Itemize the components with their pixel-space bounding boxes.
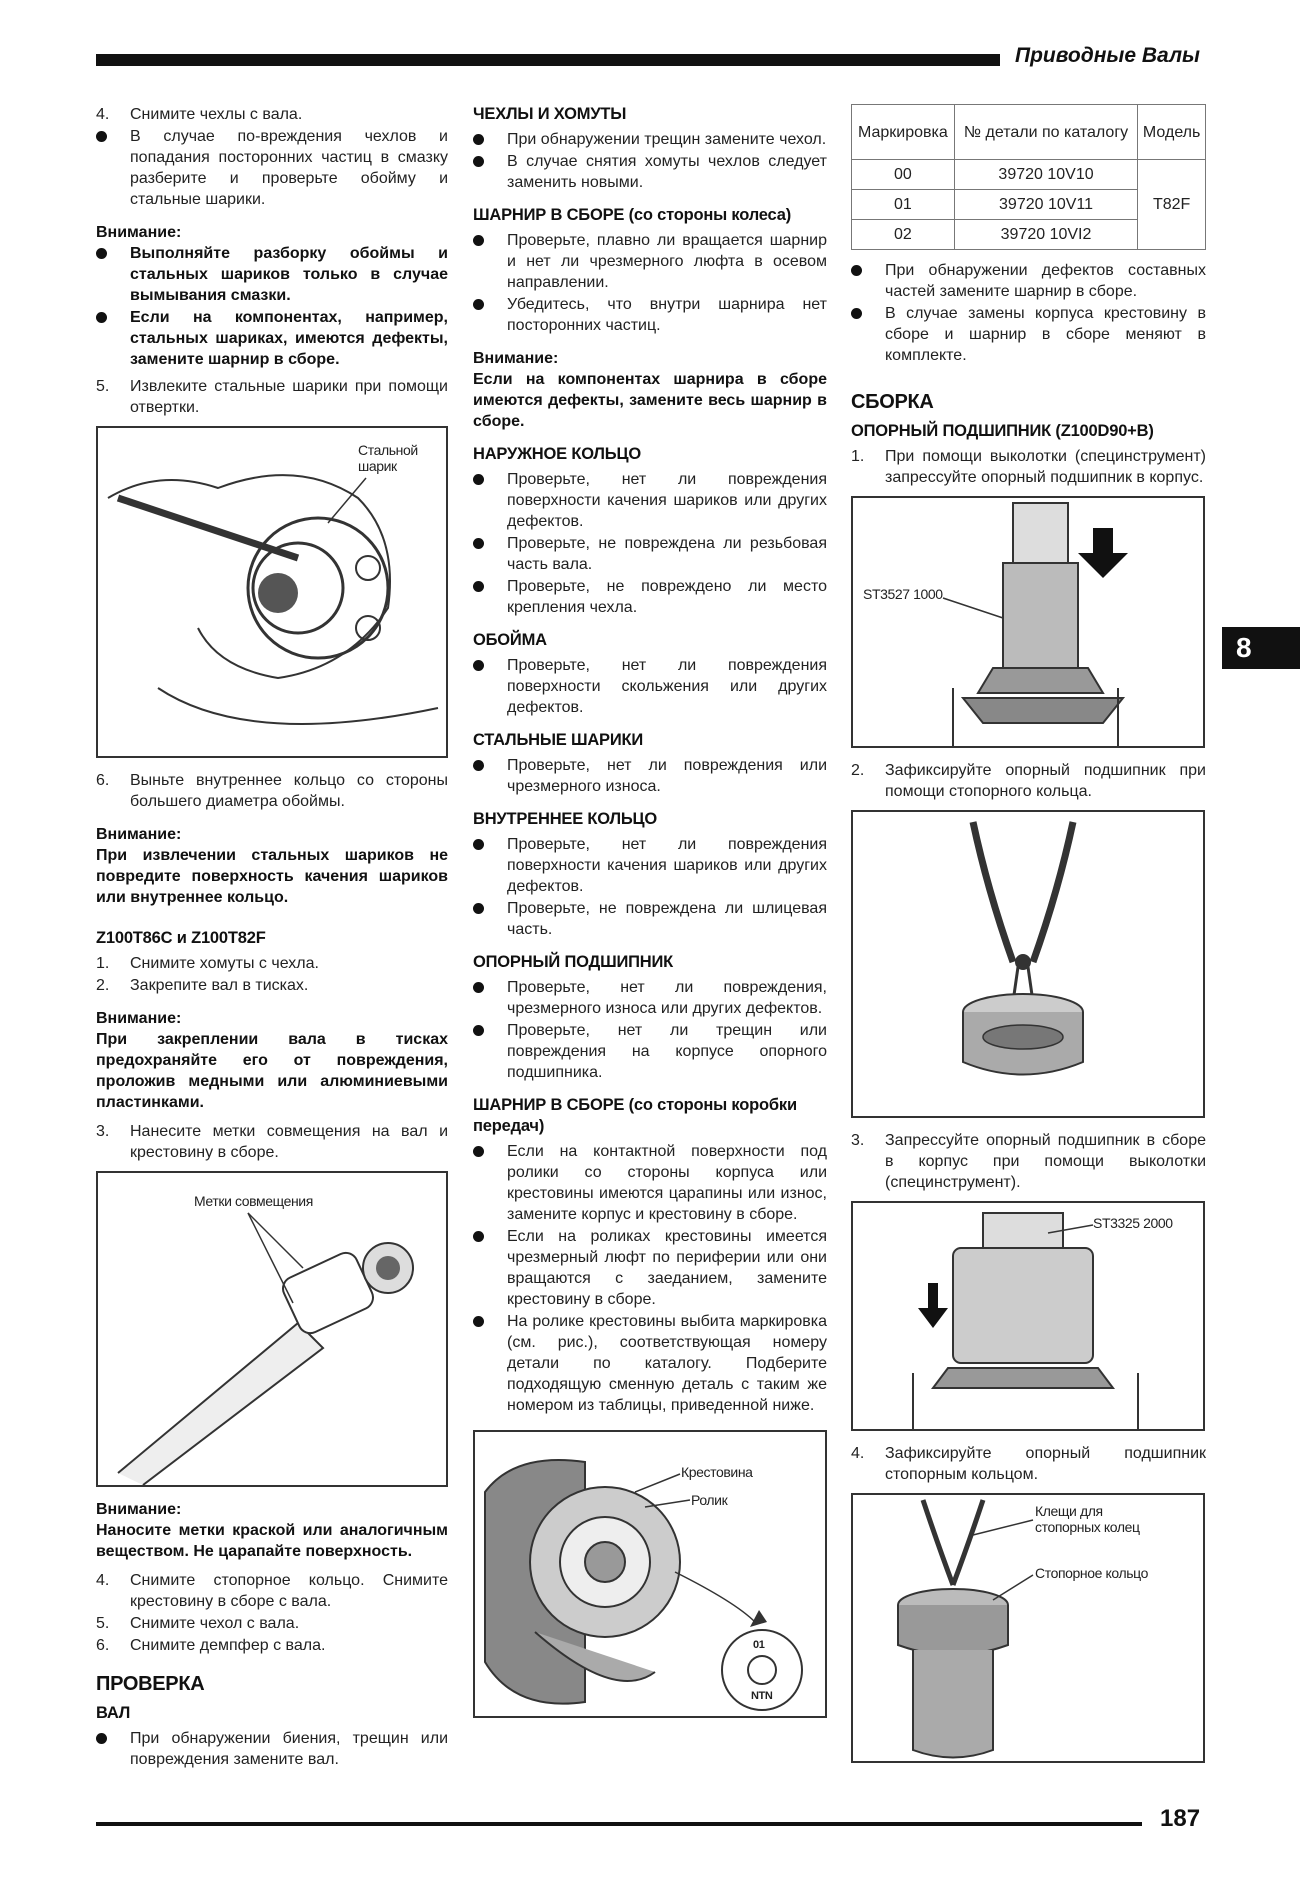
figure-label: Клещи для стопорных колец	[1035, 1503, 1140, 1535]
illustration-press-tool	[853, 498, 1203, 746]
step-item: 4. Зафиксируйте опорный подшипник стопорным кольцом.	[851, 1445, 1206, 1483]
table-cell: 02	[852, 220, 955, 250]
warning-text: При извлечении стальных шариков не повредите поверхность качения шариков или внутреннее кольцо.	[96, 847, 448, 906]
section-title: Приводные Валы	[1015, 44, 1200, 67]
roller-marking: 01	[753, 1639, 765, 1651]
page-number: 187	[1160, 1805, 1201, 1832]
bullet-item: На ролике крестовины выбита маркировка (см. рис.), соответствующая номеру детали по каталогу. Подберите подходящую сменную деталь с таким же номером из таблицы, приведенной ниже.	[473, 1311, 827, 1416]
bullet-item: Проверьте, нет ли повреждения, чрезмерного износа или других дефектов.	[473, 977, 827, 1019]
header-rule	[96, 54, 1000, 66]
illustration-press-tool-2	[853, 1203, 1203, 1429]
bullet-item: Проверьте, нет ли повреждения поверхности качения шариков или других дефектов.	[473, 834, 827, 897]
figure-label: Ролик	[691, 1492, 728, 1508]
table-row	[852, 160, 1206, 190]
warning-text: Если на компонентах шарнира в сборе имеются дефекты, замените весь шарнир в сборе.	[473, 371, 827, 430]
step-item: 4. Снимите стопорное кольцо. Снимите крестовину в сборе с вала.	[96, 1572, 448, 1610]
figure-label: Стопорное кольцо	[1035, 1565, 1148, 1581]
bullet-item: При обнаружении биения, трещин или повреждения замените вал.	[96, 1728, 448, 1770]
figure-press-bearing-assembly	[851, 1201, 1205, 1431]
step-item: 5. Извлеките стальные шарики при помощи отвертки.	[96, 378, 448, 416]
bullet-item: В случае по-вреждения чехлов и попадания посторонних частиц в смазку разберите и проверьте обойму и стальные шарики.	[96, 126, 448, 210]
joint-transmission-heading: ШАРНИР В СБОРЕ (со стороны коробки передач)	[473, 1096, 797, 1135]
warning-bullet: Если на компонентах, например, стальных шариках, имеются дефекты, замените шарнир в сборе.	[96, 307, 448, 370]
bullet-item: Проверьте, нет ли повреждения или чрезмерного износа.	[473, 755, 827, 797]
bullet-item: Проверьте, нет ли трещин или повреждения на корпусе опорного подшипника.	[473, 1020, 827, 1083]
step-item: 2. Закрепите вал в тисках.	[96, 977, 309, 994]
warning-bullet: Выполняйте разборку обоймы и стальных шариков только в случае вымывания смазки.	[96, 243, 448, 306]
bullet-item: При обнаружении дефектов составных частей замените шарнир в сборе.	[851, 260, 1206, 302]
column-left	[96, 104, 448, 1771]
illustration-pliers	[853, 812, 1203, 1116]
cage-heading: ОБОЙМА	[473, 631, 547, 649]
chapter-tab: 8	[1222, 627, 1300, 669]
figure-snap-ring-pliers	[851, 810, 1205, 1118]
figure-label: Крестовина	[681, 1464, 753, 1480]
figure-alignment-marks	[96, 1171, 448, 1487]
figure-snap-ring-install	[851, 1493, 1205, 1763]
illustration-screwdriver	[98, 428, 446, 756]
bullet-item: При обнаружении трещин замените чехол.	[473, 129, 827, 150]
bullet-item: В случае замены корпуса крестовину в сборе и шарнир в сборе меняют в комплекте.	[851, 303, 1206, 366]
warning-text: Наносите метки краской или аналогичным веществом. Не царапайте поверхность.	[96, 1522, 448, 1560]
bullet-item: Если на контактной поверхности под ролики со стороны корпуса или крестовины имеются царапины или износ, замените корпус и крестовину в сборе.	[473, 1141, 827, 1225]
balls-heading: СТАЛЬНЫЕ ШАРИКИ	[473, 731, 644, 749]
warning-label: Внимание:	[96, 1501, 182, 1518]
bullet-item: Проверьте, нет ли повреждения поверхности качения шариков или других дефектов.	[473, 469, 827, 532]
check-heading: ПРОВЕРКА	[96, 1673, 205, 1695]
bullet-item: Проверьте, не повреждено ли место крепления чехла.	[473, 576, 827, 618]
inner-ring-heading: ВНУТРЕННЕЕ КОЛЬЦО	[473, 810, 658, 828]
bullet-item: Проверьте, нет ли повреждения поверхности скольжения или других дефектов.	[473, 655, 827, 718]
figure-label: Стальной шарик	[358, 442, 418, 474]
figure-steel-ball-removal	[96, 426, 448, 758]
bullet-item: Проверьте, не повреждена ли шлицевая часть.	[473, 898, 827, 940]
outer-ring-heading: НАРУЖНОЕ КОЛЬЦО	[473, 445, 641, 463]
footer-rule	[96, 1822, 1142, 1826]
column-right	[851, 104, 1206, 1775]
step-item: 3. Запрессуйте опорный подшипник в сборе в корпус при помощи выколотки (специнструмент).	[851, 1132, 1206, 1191]
warning-label: Внимание:	[473, 350, 559, 367]
bullet-item: Если на роликах крестовины имеется чрезмерный люфт по периферии или они вращаются с заеданием, замените крестовину в сборе.	[473, 1226, 827, 1310]
roller-marking-brand: NTN	[751, 1690, 773, 1702]
warning-text: При закреплении вала в тисках предохраняйте его от повреждения, проложив медными или алюминиевыми пластинками.	[96, 1031, 448, 1111]
step-item: 3. Нанесите метки совмещения на вал и крестовину в сборе.	[96, 1123, 448, 1161]
support-bearing-heading: ОПОРНЫЙ ПОДШИПНИК (Z100D90+B)	[851, 422, 1154, 440]
table-cell: 39720 10V10	[954, 160, 1138, 190]
figure-press-bearing	[851, 496, 1205, 748]
table-header: № детали по каталогу	[954, 105, 1138, 160]
figure-tripod-roller	[473, 1430, 827, 1718]
warning-label: Внимание:	[96, 1010, 182, 1027]
table-cell: 39720 10VI2	[954, 220, 1138, 250]
assembly-heading: СБОРКА	[851, 391, 934, 413]
tool-label: ST3527 1000	[863, 586, 943, 602]
bullet-item: Проверьте, не повреждена ли резьбовая часть вала.	[473, 533, 827, 575]
column-middle	[473, 104, 827, 1730]
bullet-item: Убедитесь, что внутри шарнира нет посторонних частиц.	[473, 294, 827, 336]
step-item: 4. Снимите чехлы с вала.	[96, 106, 303, 123]
table-cell: 00	[852, 160, 955, 190]
catalog-table	[851, 104, 1206, 250]
step-item: 6. Выньте внутреннее кольцо со стороны большего диаметра обоймы.	[96, 772, 448, 810]
table-header: Модель	[1138, 105, 1206, 160]
warning-label: Внимание:	[96, 224, 182, 241]
figure-label: Метки совмещения	[194, 1193, 313, 1209]
tool-label: ST3325 2000	[1093, 1215, 1173, 1231]
bullet-item: Проверьте, плавно ли вращается шарнир и нет ли чрезмерного люфта в осевом направлении.	[473, 230, 827, 293]
bullet-item: В случае снятия хомуты чехлов следует заменить новыми.	[473, 151, 827, 193]
table-cell: 39720 10V11	[954, 190, 1138, 220]
warning-label: Внимание:	[96, 826, 182, 843]
step-item: 1. Снимите хомуты с чехла.	[96, 955, 319, 972]
step-item: 5. Снимите чехол с вала.	[96, 1615, 300, 1632]
bearing-heading: ОПОРНЫЙ ПОДШИПНИК	[473, 953, 674, 971]
step-item: 6. Снимите демпфер с вала.	[96, 1637, 326, 1654]
step-item: 2. Зафиксируйте опорный подшипник при помощи стопорного кольца.	[851, 762, 1206, 800]
boots-heading: ЧЕХЛЫ И ХОМУТЫ	[473, 105, 627, 123]
table-header-row	[852, 105, 1206, 160]
illustration-shaft	[98, 1173, 446, 1485]
shaft-heading: ВАЛ	[96, 1704, 131, 1722]
step-item: 1. При помощи выколотки (специнструмент) запрессуйте опорный подшипник в корпус.	[851, 448, 1206, 486]
joint-wheel-heading: ШАРНИР В СБОРЕ (со стороны колеса)	[473, 206, 792, 224]
table-cell: 01	[852, 190, 955, 220]
illustration-tripod	[475, 1432, 825, 1716]
model-heading: Z100T86C и Z100T82F	[96, 929, 266, 947]
table-cell-model: T82F	[1138, 160, 1206, 250]
table-header: Маркировка	[852, 105, 955, 160]
